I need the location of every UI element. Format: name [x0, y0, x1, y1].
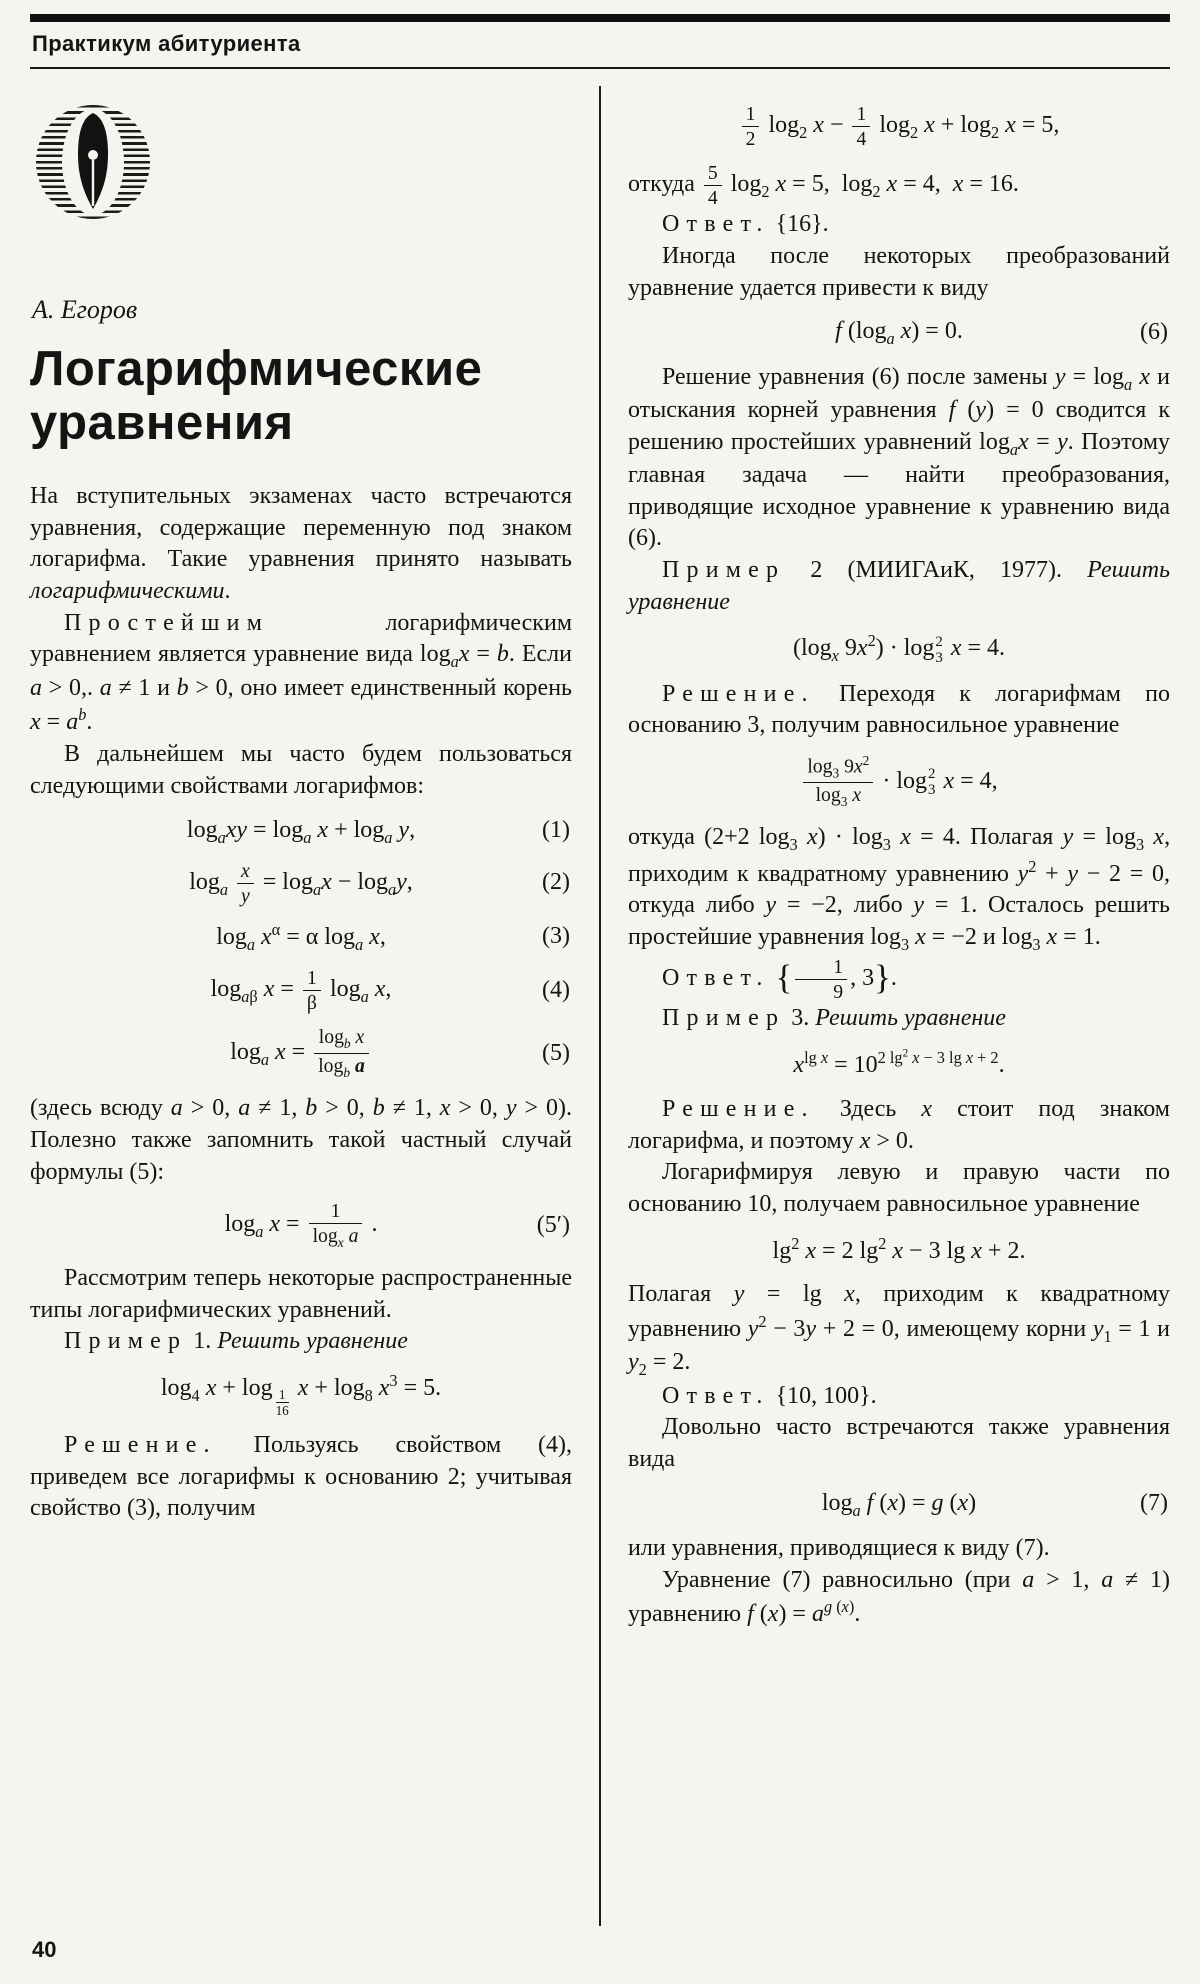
- left-column: [30, 91, 600, 1631]
- formula: [30, 860, 572, 907]
- formula-body: $\frac{\log_3 9x^2}{\log_3 x}$ · log 2 3 x = 4,: [800, 768, 997, 794]
- paragraph: Ответ. {16}.: [662, 211, 829, 238]
- paragraph: Ответ. { $\frac{1}{9}$ , 3}.: [662, 956, 897, 1004]
- formula-body: $x^{lg x} = 10^{2 lg^2 x - 3 lg x + 2}$.: [793, 1047, 1005, 1079]
- paragraph: На вступительных экзаменах часто встречаются уравнения, содержащие переменную под знаком логарифма. Такие уравнения принято называть логарифмическими.: [30, 483, 572, 605]
- paragraph: Решение. Переходя к логарифмам по основанию 3, получим равносильное уравнение: [628, 680, 1170, 739]
- formula-body: $\log_4 x + \log$ $\frac{1}{16}$ $x + \log_8 x^3 = 5$.: [160, 1371, 442, 1418]
- formula: [628, 316, 1170, 349]
- page-header: [0, 0, 1200, 69]
- paragraph: (здесь всюду a > 0, a ≠ 1, b > 0, b ≠ 1, x > 0, y > 0). Полезно также запомнить такой частный случай формулы (5):: [30, 1095, 573, 1185]
- paragraph: Решение. Здесь x стоит под знаком логарифма, и поэтому x > 0.: [628, 1095, 1170, 1154]
- pen-nib-logo: [36, 105, 150, 219]
- equation-number: (3): [542, 923, 570, 950]
- page-number: 40: [32, 1936, 57, 1962]
- paragraph: Довольно часто встречаются также уравнения вида: [628, 1414, 1170, 1472]
- paragraph: В дальнейшем мы часто будем пользоваться следующими свойствами логарифмов:: [30, 741, 572, 799]
- paragraph: Логарифмируя левую и правую части по основанию 10, получаем равносильное уравнение: [628, 1159, 1170, 1217]
- paragraph: Полагая y = lg x, приходим к квадратному уравнению $y^2 - 3y + 2 = 0$, имеющему корни $y_1 = 1$ и $y_2 = 2$.: [628, 1281, 1171, 1380]
- formula: [30, 967, 572, 1014]
- paragraph: Пример 1. Решить уравнение: [64, 1328, 408, 1355]
- formula-body: $\lg^2 x = 2$ $\lg^2 x - 3$ lg x + 2.: [772, 1233, 1026, 1264]
- column-divider: [599, 86, 601, 1926]
- formula-body: $\log_a f$ (x) = g (x): [821, 1489, 977, 1520]
- right-column: [600, 91, 1170, 1631]
- formula-body: $\frac{1}{2}$ $\log_2 x$ − $\frac{1}{4}$ $\log_2 x + \log_2 x = 5$,: [739, 112, 1060, 138]
- equation-number: (2): [542, 869, 570, 896]
- equation-number: (1): [542, 817, 570, 844]
- paragraph: Рассмотрим теперь некоторые распространенные типы логарифмических уравнений.: [30, 1265, 572, 1323]
- formula: [30, 1200, 572, 1251]
- equation-number: (6): [1140, 319, 1168, 346]
- equation-number: (5′): [536, 1211, 570, 1238]
- formula: [628, 754, 1170, 810]
- rubric-title: Практикум абитуриента: [32, 31, 301, 56]
- paragraph: Решение. Пользуясь свойством (4), приведем все логарифмы к основанию 2; учитывая свойство (3), получим: [30, 1432, 572, 1522]
- formula: [628, 103, 1170, 150]
- paragraph: Иногда после некоторых преобразований уравнение удается привести к виду: [628, 242, 1170, 301]
- formula: [628, 1488, 1170, 1521]
- formula-body: $\log_{a\beta} x$ = $\frac{1}{\beta}$ $\log_a x$,: [210, 967, 392, 1015]
- formula-body: $\log_a x^\alpha = \alpha$ $\log_a x$,: [216, 919, 386, 954]
- paragraph: Простейшим логарифмическим уравнением является уравнение вида $\log_ax = b$. Если a > 0,. a ≠ 1 и b > 0, оно имеет единственный корень $x = a^b$.: [30, 609, 573, 736]
- paragraph: или уравнения, приводящиеся к виду (7).: [628, 1534, 1050, 1561]
- formula: [628, 1233, 1170, 1268]
- formula-body: $\log_a x$ = $\frac{\log_b x}{\log_b a}$: [230, 1039, 372, 1065]
- paragraph: откуда (2+2 $\log_3 x) \cdot \log_3 x = 4$. Полагая $y = \log_3 x$, приходим к квадратному уравнению $y^2 + y - 2 = 0$, откуда либо y = −2, либо y = 1. Осталось решить простейшие уравнения $\log_3 x = -2$ и $\log_3 x = 1$.: [628, 824, 1171, 954]
- paragraph: Уравнение (7) равносильно (при a > 1, a ≠ 1) уравнению f $(x) = a^{g (x)}$.: [628, 1566, 1170, 1628]
- formula: [30, 919, 572, 955]
- equation-number: (7): [1140, 1490, 1168, 1517]
- article-title: Логарифмические уравнения: [30, 342, 483, 451]
- formula: [628, 1047, 1170, 1082]
- equation-number: (4): [542, 976, 570, 1003]
- formula: [30, 1370, 572, 1418]
- top-rule: [30, 14, 1170, 22]
- paragraph: Пример 2 (МИИГАиК, 1977). Решить уравнение: [628, 556, 1170, 615]
- formula-body: f ($\log_a$ x) = 0.: [835, 318, 963, 349]
- pen-nib-icon: [59, 109, 127, 215]
- paragraph: откуда $\frac{5}{4}$ $\log_2 x = 5$, $\log_2 x = 4$, x = 16.: [628, 162, 1019, 210]
- formula: [628, 630, 1170, 666]
- formula: [30, 1026, 572, 1081]
- paragraph: Пример 3. Решить уравнение: [662, 1005, 1006, 1032]
- formula: [30, 815, 572, 848]
- paragraph: Ответ. {10, 100}.: [662, 1382, 877, 1409]
- formula-body: $\log_a x$ = $\frac{1}{\log_x a}$ .: [224, 1200, 378, 1251]
- formula-body: $\log_a$ $\frac{x}{y}$ = $\log_ax - \log_ay$,: [189, 859, 413, 907]
- left-text-flow: [30, 481, 572, 1525]
- equation-number: (5): [542, 1039, 570, 1066]
- formula-body: ($\log_x$ $9x^2) \cdot \log$ 2 3 x = 4.: [792, 631, 1006, 666]
- formula-body: $\log_axy = \log_a x + \log_a y$,: [186, 816, 416, 847]
- paragraph: Решение уравнения (6) после замены $y = \log_a x$ и отыскания корней уравнения f (y) = 0 сводится к решению простейших уравнений $\log_ax = y$. Поэтому главная задача — найти преобразования, приводящие исходное уравнение к уравнению вида (6).: [628, 363, 1171, 552]
- author-name: А. Егоров: [32, 295, 138, 325]
